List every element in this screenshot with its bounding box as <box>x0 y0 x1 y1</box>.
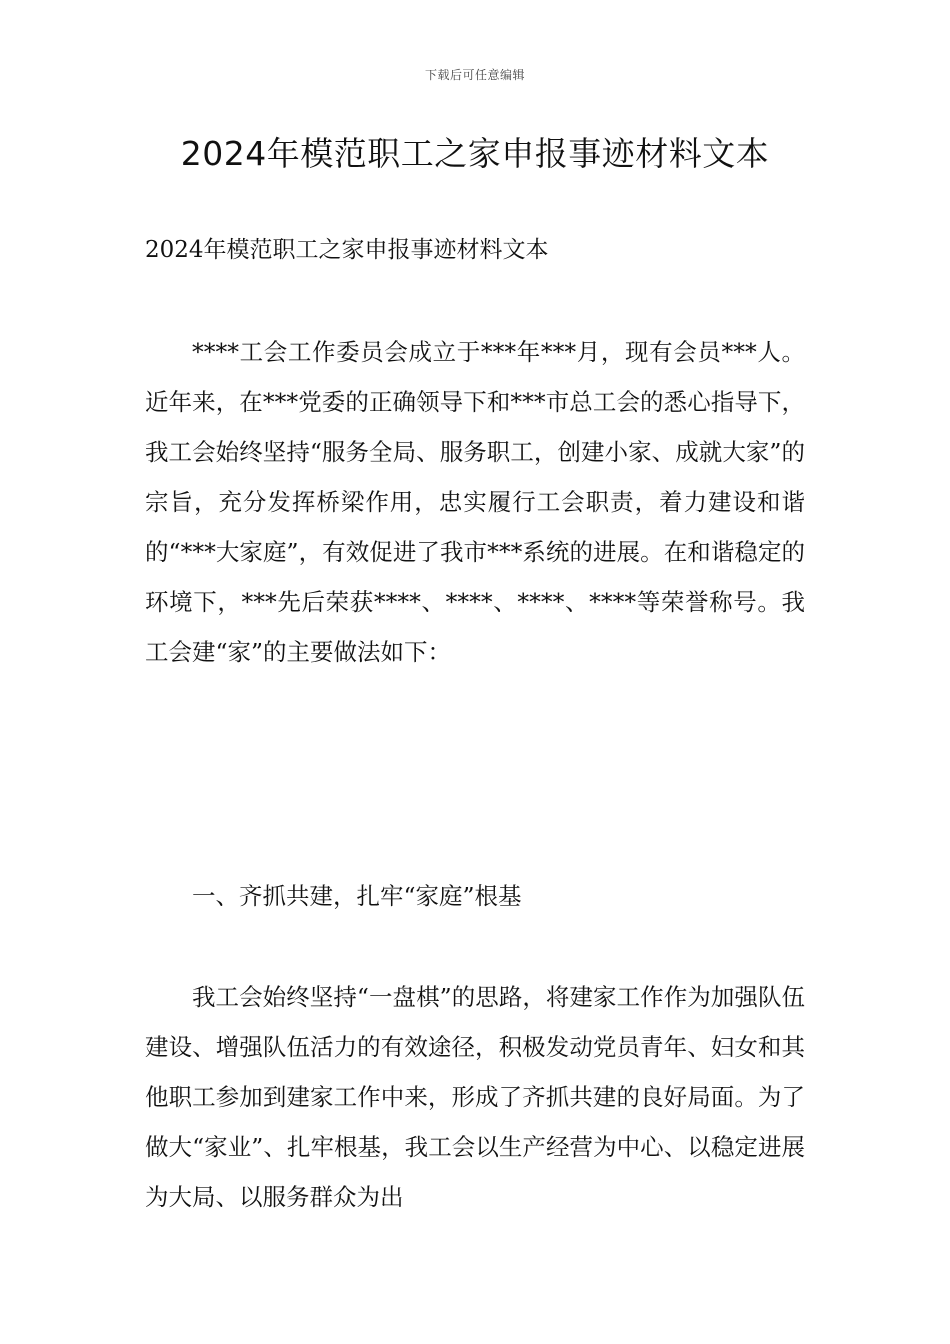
section-paragraph: 我工会始终坚持“一盘棋”的思路，将建家工作作为加强队伍建设、增强队伍活力的有效途径，积极发动党员青年、妇女和其他职工参加到建家工作中来，形成了齐抓共建的良好局面。为了做大“家业”、扎牢根基，我工会以生产经营为中心、以稳定进展为大局、以服务群众为出 <box>145 983 805 1211</box>
document-subtitle: 2024年模范职工之家申报事迹材料文本 <box>145 237 549 263</box>
section-heading: 一、齐抓共建，扎牢“家庭”根基 <box>192 882 522 910</box>
document-title: 2024年模范职工之家申报事迹材料文本 <box>180 134 770 173</box>
header-note: 下载后可任意编辑 <box>424 68 525 82</box>
intro-paragraph: ****工会工作委员会成立于***年***月，现有会员***人。近年来，在***党委的正确领导下和***市总工会的悉心指导下，我工会始终坚持“服务全局、服务职工，创建小家、成就大家”的宗旨，充分发挥桥梁作用，忠实履行工会职责，着力建设和谐的“***大家庭”，有效促进了我市***系统的进展。在和谐稳定的环境下，***先后荣获****、****、****、****等荣誉称号。我工会建“家”的主要做法如下： <box>145 338 805 666</box>
